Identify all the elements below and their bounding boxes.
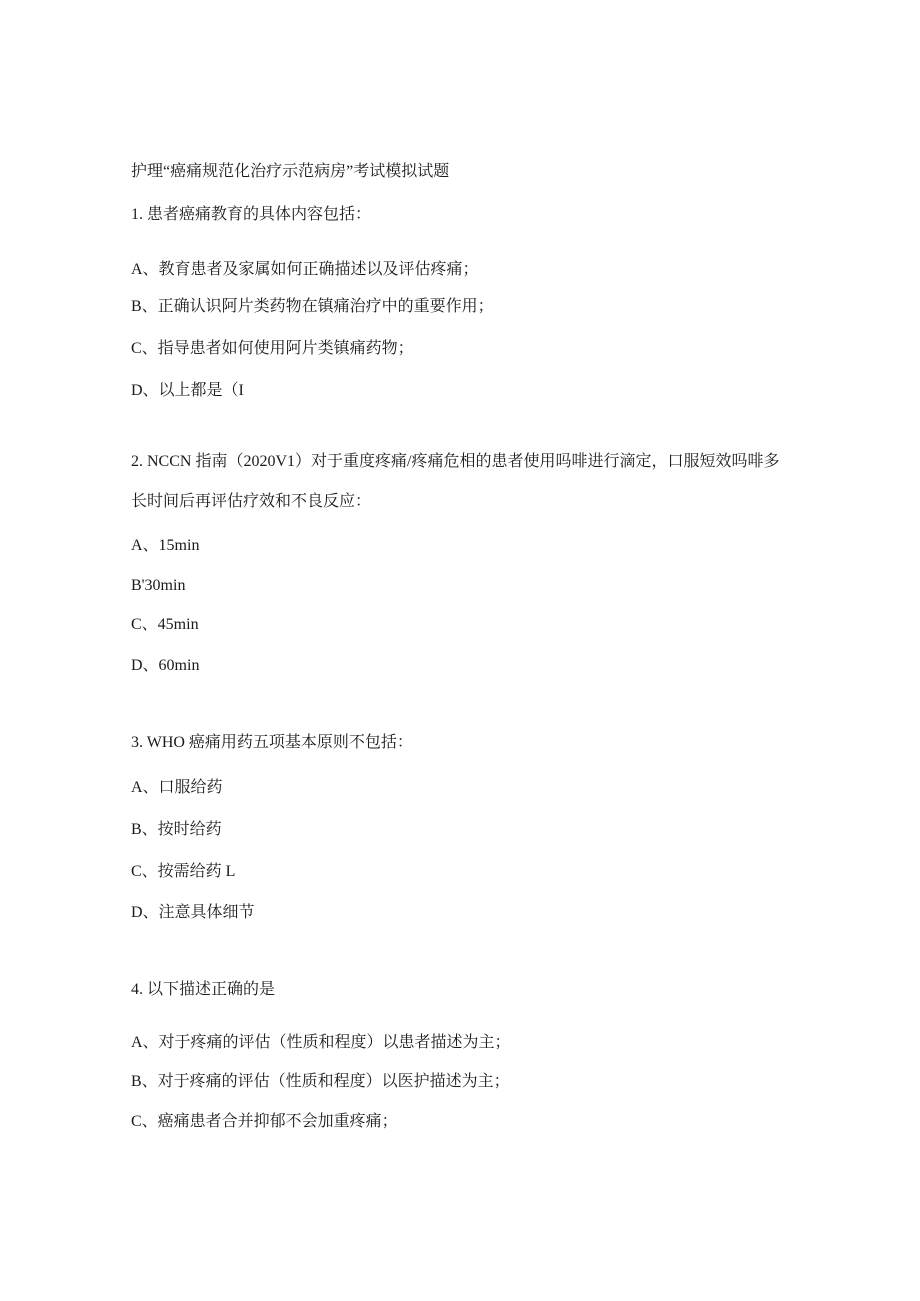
question-4-option-b: B、对于疼痛的评估（性质和程度）以医护描述为主； [131, 1073, 510, 1090]
question-2-stem: 2. NCCN 指南（2020V1）对于重度疼痛/疼痛危相的患者使用吗啡进行滴定，口服短效吗啡多长时间后再评估疗效和不良反应： [131, 453, 780, 510]
question-3-option-b: B、按时给药 [131, 821, 222, 838]
question-1-stem: 1. 患者癌痛教育的具体内容包括： [131, 206, 372, 223]
question-3-option-d: D、注意具体细节 [131, 904, 255, 921]
question-1-option-d: D、以上都是（I [131, 382, 244, 399]
question-3-option-a: A、口服给药 [131, 779, 223, 796]
question-1-option-b: B、正确认识阿片类药物在镇痛治疗中的重要作用； [131, 298, 494, 315]
question-2-option-b: B'30min [131, 577, 186, 594]
question-3-stem: 3. WHO 癌痛用药五项基本原则不包括： [131, 734, 413, 751]
question-2-option-c: C、45min [131, 616, 199, 633]
question-1-option-c: C、指导患者如何使用阿片类镇痛药物； [131, 340, 414, 357]
question-3-option-c: C、按需给药 L [131, 863, 236, 880]
document-title: 护理“癌痛规范化治疗示范病房”考试模拟试题 [131, 163, 450, 180]
question-2-option-a: A、15min [131, 537, 200, 554]
question-4-option-a: A、对于疼痛的评估（性质和程度）以患者描述为主； [131, 1034, 511, 1051]
question-4-stem: 4. 以下描述正确的是 [131, 981, 276, 998]
question-1-option-a: A、教育患者及家属如何正确描述以及评估疼痛； [131, 261, 479, 278]
question-2-option-d: D、60min [131, 657, 200, 674]
question-4-option-c: C、癌痛患者合并抑郁不会加重疼痛； [131, 1113, 398, 1130]
